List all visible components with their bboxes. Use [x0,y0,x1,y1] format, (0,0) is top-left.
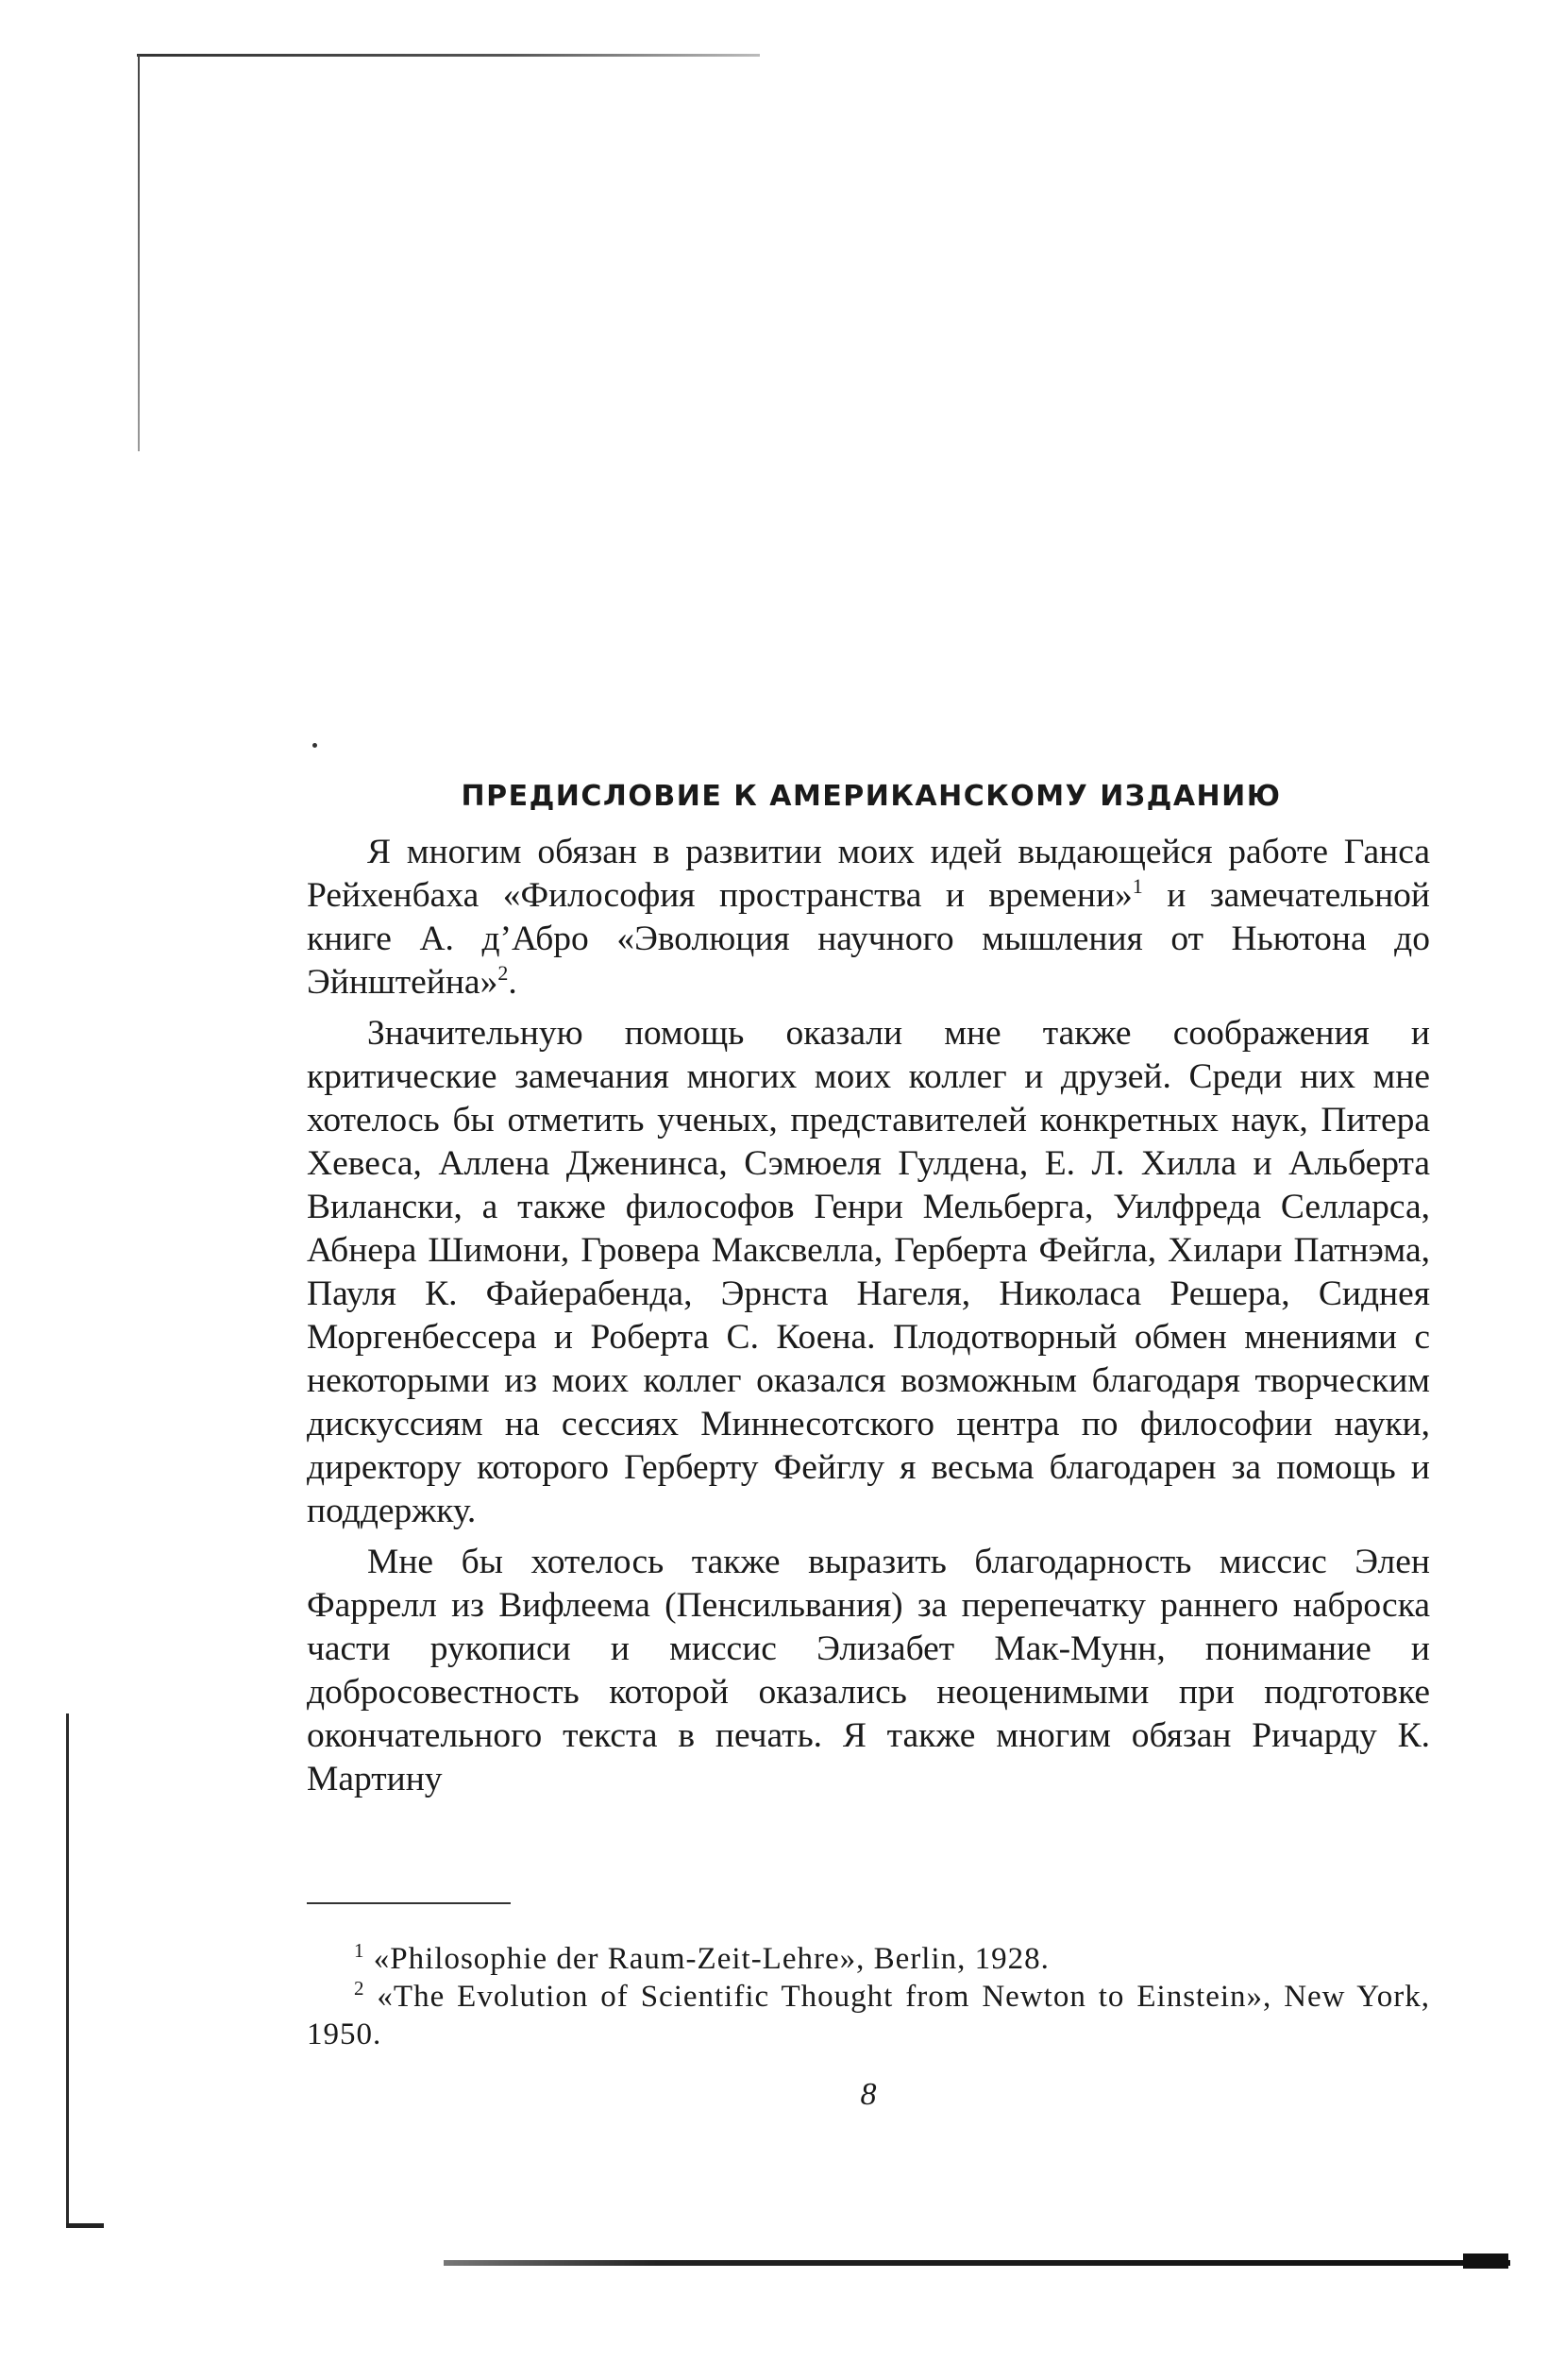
scan-border-top [137,54,760,57]
scan-border-left-lower [66,1713,69,2228]
footnote-1 [307,1940,1430,1978]
footnote-divider [307,1902,511,1904]
footnote-ref-2: 2 [497,961,509,985]
paragraph-1-text-end: . [508,963,517,1002]
page-title: ПРЕДИСЛОВИЕ К АМЕРИКАНСКОМУ ИЗДАНИЮ [461,780,1282,814]
body-text [307,831,1430,1809]
paragraph-3: Мне бы хотелось также выразить благодарность миссис Элен Фаррелл из Вифлеема (Пенсильвания) за перепечатку раннего наброска части рукописи и миссис Элизабет Мак-Мунн, понимание и добросовестность которой оказались неоценимыми при подготовке окончательного текста в печать. Я также многим обязан Ричарду К. Мартину [307,1543,1430,1798]
paragraph-1-text-a: Я многим обязан в развитии моих идей выдающейся работе Ганса Рейхенбаха «Философия пространства и времени» [307,833,1430,915]
footnote-2 [307,1978,1430,2053]
footnote-2-text: «The Evolution of Scientific Thought from Newton to Einstein», New York, 1950. [307,1980,1430,2051]
scan-bottom-tab [1463,2253,1508,2269]
paragraph-1 [307,831,1430,1004]
page-number: 8 [860,2077,877,2112]
scan-border-bottom [444,2260,1510,2266]
paragraph-2: Значительную помощь оказали мне также соображения и критические замечания многих моих коллег и друзей. Среди них мне хотелось бы отметить ученых, представителей конкретных наук, Питера Хевеса, Аллена Дженинса, Сэмюеля Гулдена, Е. Л. Хилла и Альберта Вилански, а также философов Генри Мельберга, Уилфреда Селларса, Абнера Шимони, Гровера Максвелла, Герберта Фейгла, Хилари Патнэма, Пауля К. Файерабенда, Эрнста Нагеля, Николаса Решера, Сиднея Моргенбессера и Роберта С. Коена. Плодотворный обмен мнениями с некоторыми из моих коллег оказался возможным благодаря творческим дискуссиям на сессиях Миннесотского центра по философии науки, директору которого Герберту Фейглу я весьма благодарен за помощь и поддержку. [307,1014,1430,1530]
footnotes [307,1940,1430,2053]
footnote-1-marker: 1 [354,1939,365,1962]
footnote-ref-1: 1 [1132,874,1143,898]
paragraph-1-text-b: и замечательной книге А. д’Абро «Эволюция научного мышления от Ньютона до Эйнштейна» [307,876,1430,1002]
scan-corner-mark [66,2223,104,2228]
scan-border-left-upper [138,55,140,451]
scan-speck [312,743,317,748]
footnote-2-marker: 2 [354,1977,365,2000]
footnote-1-text: «Philosophie der Raum-Zeit-Lehre», Berlin, 1928. [364,1942,1050,1976]
